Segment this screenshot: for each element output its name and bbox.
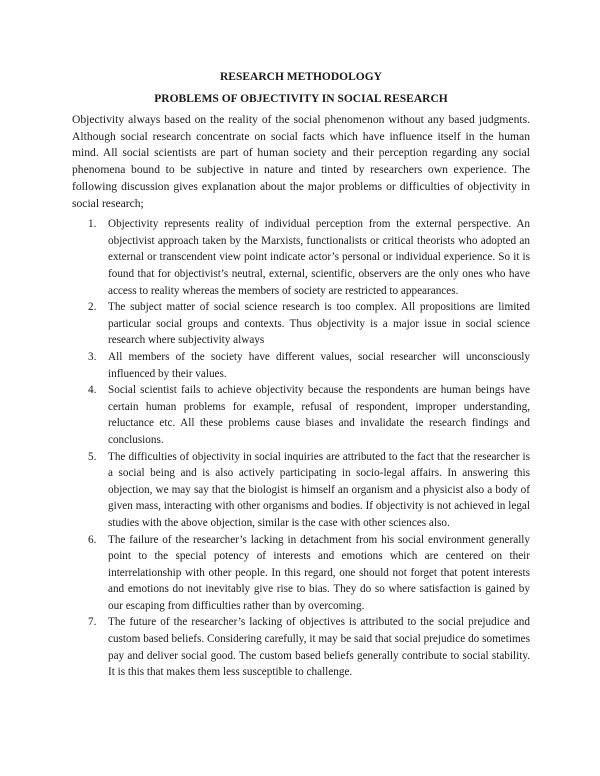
problems-list xyxy=(72,216,530,681)
list-item-text: The difficulties of objectivity in social inquiries are attributed to the fact that the researcher is a social being and is also actively participating in socio-legal affairs. In answering this objection, we may say that the biologist is himself an organism and a physicist also a body of given mass, interacting with other organisms and bodies. If objectivity is not achieved in legal studies with the above objection, similar is the case with other sciences also. xyxy=(108,450,530,529)
list-item xyxy=(72,382,530,448)
list-number: 1. xyxy=(88,218,97,231)
intro-paragraph: Objectivity always based on the reality of the social phenomenon without any based judgments. Although social research concentrate on social facts which have influence itself in the human mind. All social scientists are part of human society and their perception regarding any social phenomena bound to be subjective in nature and tinted by researchers own experience. The following discussion gives explanation about the major problems or difficulties of objectivity in social research; xyxy=(72,113,530,210)
list-number: 7. xyxy=(88,616,97,629)
list-number: 5. xyxy=(88,450,97,463)
list-item-text: Objectivity represents reality of individual perception from the external perspective. An objectivist approach taken by the Marxists, functionalists or critical theorists who adopted an external or transcendent view point indicate actor’s personal or individual experience. So it is found that for objectivist’s neutral, external, scientific, observers are the only ones who have access to reality whereas the members of society are restricted to appearances. xyxy=(108,218,530,297)
list-item-text: The future of the researcher’s lacking of objectives is attributed to the social prejudice and custom based beliefs. Considering carefully, it may be said that social prejudice do sometimes pay and deliver social good. The custom based beliefs generally contribute to social stability. It is this that makes them less susceptible to challenge. xyxy=(108,616,530,679)
document-title: RESEARCH METHODOLOGY xyxy=(220,71,382,83)
list-item xyxy=(72,614,530,680)
list-item xyxy=(72,349,530,382)
document-subtitle: PROBLEMS OF OBJECTIVITY IN SOCIAL RESEARCH xyxy=(154,93,448,105)
list-number: 6. xyxy=(88,533,97,546)
list-item-text: The failure of the researcher’s lacking in detachment from his social environment generally point to the special potency of interests and emotions which are centered on their interrelationship with other people. In this regard, one should not forget that potent interests and emotions do not inevitably give rise to bias. They do so where satisfaction is gained by our escaping from difficulties rather than by overcoming. xyxy=(108,533,530,612)
list-item xyxy=(72,216,530,299)
list-item-text: Social scientist fails to achieve objectivity because the respondents are human beings have certain human problems for example, refusal of respondent, improper understanding, reluctance etc. All these problems cause biases and invalidate the research findings and conclusions. xyxy=(108,384,530,446)
list-number: 2. xyxy=(88,301,97,314)
list-item xyxy=(72,449,530,532)
list-item xyxy=(72,299,530,349)
list-number: 3. xyxy=(88,350,97,363)
list-item-text: All members of the society have different values, social researcher will unconsciously influenced by their values. xyxy=(108,350,530,380)
list-item-text: The subject matter of social science research is too complex. All propositions are limited particular social groups and contexts. Thus objectivity is a major issue in social science research where subjectivity always xyxy=(108,301,530,347)
list-number: 4. xyxy=(88,384,97,397)
list-item xyxy=(72,532,530,615)
